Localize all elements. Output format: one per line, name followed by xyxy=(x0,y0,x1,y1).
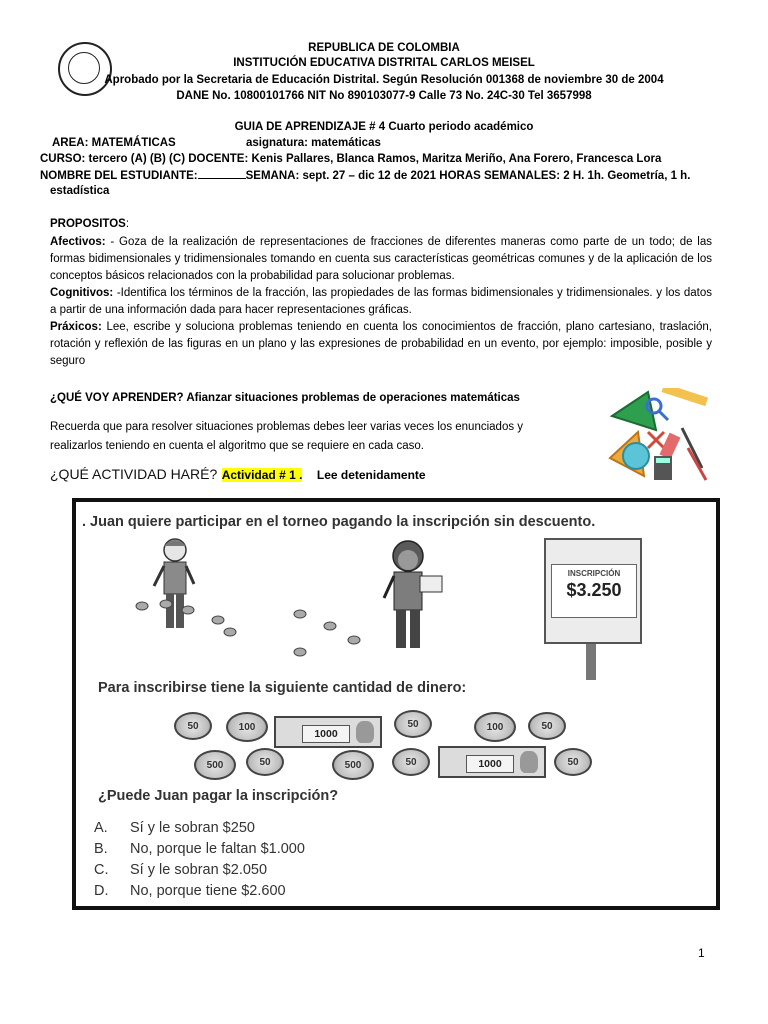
guide-week: SEMANA: sept. 27 – dic 12 de 2021 HORAS SEMANALES: 2 H. 1h. Geometría, 1 h. xyxy=(245,170,691,182)
cognitive-text: -Identifica los términos de la fracción, las propiedades de las formas bidimensionales y tridimensionales. y los datos a partir de una información dada para hacer representaciones gráficas. xyxy=(50,287,712,316)
floor-coins-icon xyxy=(130,596,390,662)
header-dane: DANE No. 10800101766 NIT No 890103077-9 Calle 73 No. 24C-30 Tel 3657998 xyxy=(176,90,592,102)
student-label: NOMBRE DEL ESTUDIANTE: xyxy=(40,170,198,182)
header-school: INSTITUCIÓN EDUCATIVA DISTRITAL CARLOS MEISEL xyxy=(233,57,535,69)
coin: 100 xyxy=(226,712,268,742)
praxic-text: Lee, escribe y soluciona problemas teniendo en cuenta los conocimientos de fracción, plano cartesiano, traslación, rotación y reflexión de las figuras en un plano y las expresiones de probabilidad en un evento, por ejemplo: imposible, posible y seguro xyxy=(50,321,712,367)
bill xyxy=(438,746,546,778)
bill-value: 1000 xyxy=(466,755,514,773)
purposes-heading: PROPOSITOS: xyxy=(50,218,130,230)
guide-area: AREA: MATEMÁTICAS xyxy=(52,137,176,149)
affective-label: Afectivos: xyxy=(50,236,106,248)
guide-title: GUIA DE APRENDIZAJE # 4 Cuarto periodo académico xyxy=(234,121,534,133)
activity-label: Actividad # 1 . xyxy=(221,468,303,482)
sign-label: INSCRIPCIÓN xyxy=(567,569,621,578)
answer-option-b[interactable]: B. No, porque le faltan $1.000 xyxy=(94,841,305,857)
header-resolution: Aprobado por la Secretaria de Educación Distrital. Según Resolución 001368 de noviembre 30 de 2004 xyxy=(104,74,664,86)
juan-icon xyxy=(376,536,446,656)
activity-line xyxy=(50,466,426,484)
coin: 50 xyxy=(246,748,284,776)
guide-week-continued: estadística xyxy=(50,185,110,197)
header-country: REPUBLICA DE COLOMBIA xyxy=(308,42,460,54)
coin: 500 xyxy=(332,750,374,780)
coin: 50 xyxy=(174,712,212,740)
sign-price: $3.250 xyxy=(566,580,622,600)
cognitive-label: Cognitivos: xyxy=(50,287,114,299)
purposes-body xyxy=(50,234,712,370)
coin: 50 xyxy=(528,712,566,740)
learn-note-1: Recuerda que para resolver situaciones problemas debes leer varias veces los enunciados y xyxy=(50,421,524,433)
answer-option-a[interactable]: A. Sí y le sobran $250 xyxy=(94,820,255,836)
coin: 50 xyxy=(392,748,430,776)
coin: 100 xyxy=(474,712,516,742)
coin: 500 xyxy=(194,750,236,780)
money-text: Para inscribirse tiene la siguiente cantidad de dinero: xyxy=(98,680,467,696)
learn-question: ¿QUÉ VOY APRENDER? Afianzar situaciones problemas de operaciones matemáticas xyxy=(50,392,520,404)
learn-note-2: realizarlos teniendo en cuenta el algoritmo que se requiere en cada caso. xyxy=(50,440,424,452)
registration-sign xyxy=(544,538,642,644)
page-number: 1 xyxy=(698,946,705,960)
answer-option-d[interactable]: D. No, porque tiene $2.600 xyxy=(94,883,286,899)
problem-question: ¿Puede Juan pagar la inscripción? xyxy=(98,788,339,804)
guide-course: CURSO: tercero (A) (B) (C) DOCENTE: Kenis Pallares, Blanca Ramos, Maritza Meriño, Ana Forero, Francesca Lora xyxy=(40,153,662,165)
student-name-blank[interactable] xyxy=(198,167,246,179)
guide-subject: asignatura: matemáticas xyxy=(246,137,381,149)
bill-value: 1000 xyxy=(302,725,350,743)
problem-image xyxy=(72,498,720,910)
answer-option-c[interactable]: C. Sí y le sobran $2.050 xyxy=(94,862,268,878)
math-tools-icon xyxy=(604,388,710,484)
problem-statement: . Juan quiere participar en el torneo pagando la inscripción sin descuento. xyxy=(82,514,596,530)
coin: 50 xyxy=(394,710,432,738)
coin: 50 xyxy=(554,748,592,776)
activity-instruction: Lee detenidamente xyxy=(316,468,426,482)
affective-text: - Goza de la realización de representaciones de fracciones de diferentes maneras como parte de un todo; de las formas bidimensionales y tridimensionales tomando en cuenta sus características geométricas comunes y de la aplicación de los conceptos básicos relacionados con la probabilidad para solucionar problemas. xyxy=(50,236,712,282)
praxic-label: Práxicos: xyxy=(50,321,102,333)
activity-question: ¿QUÉ ACTIVIDAD HARÉ? xyxy=(50,466,218,482)
bill xyxy=(274,716,382,748)
student-name-row xyxy=(40,167,690,185)
answer-options xyxy=(76,820,716,904)
